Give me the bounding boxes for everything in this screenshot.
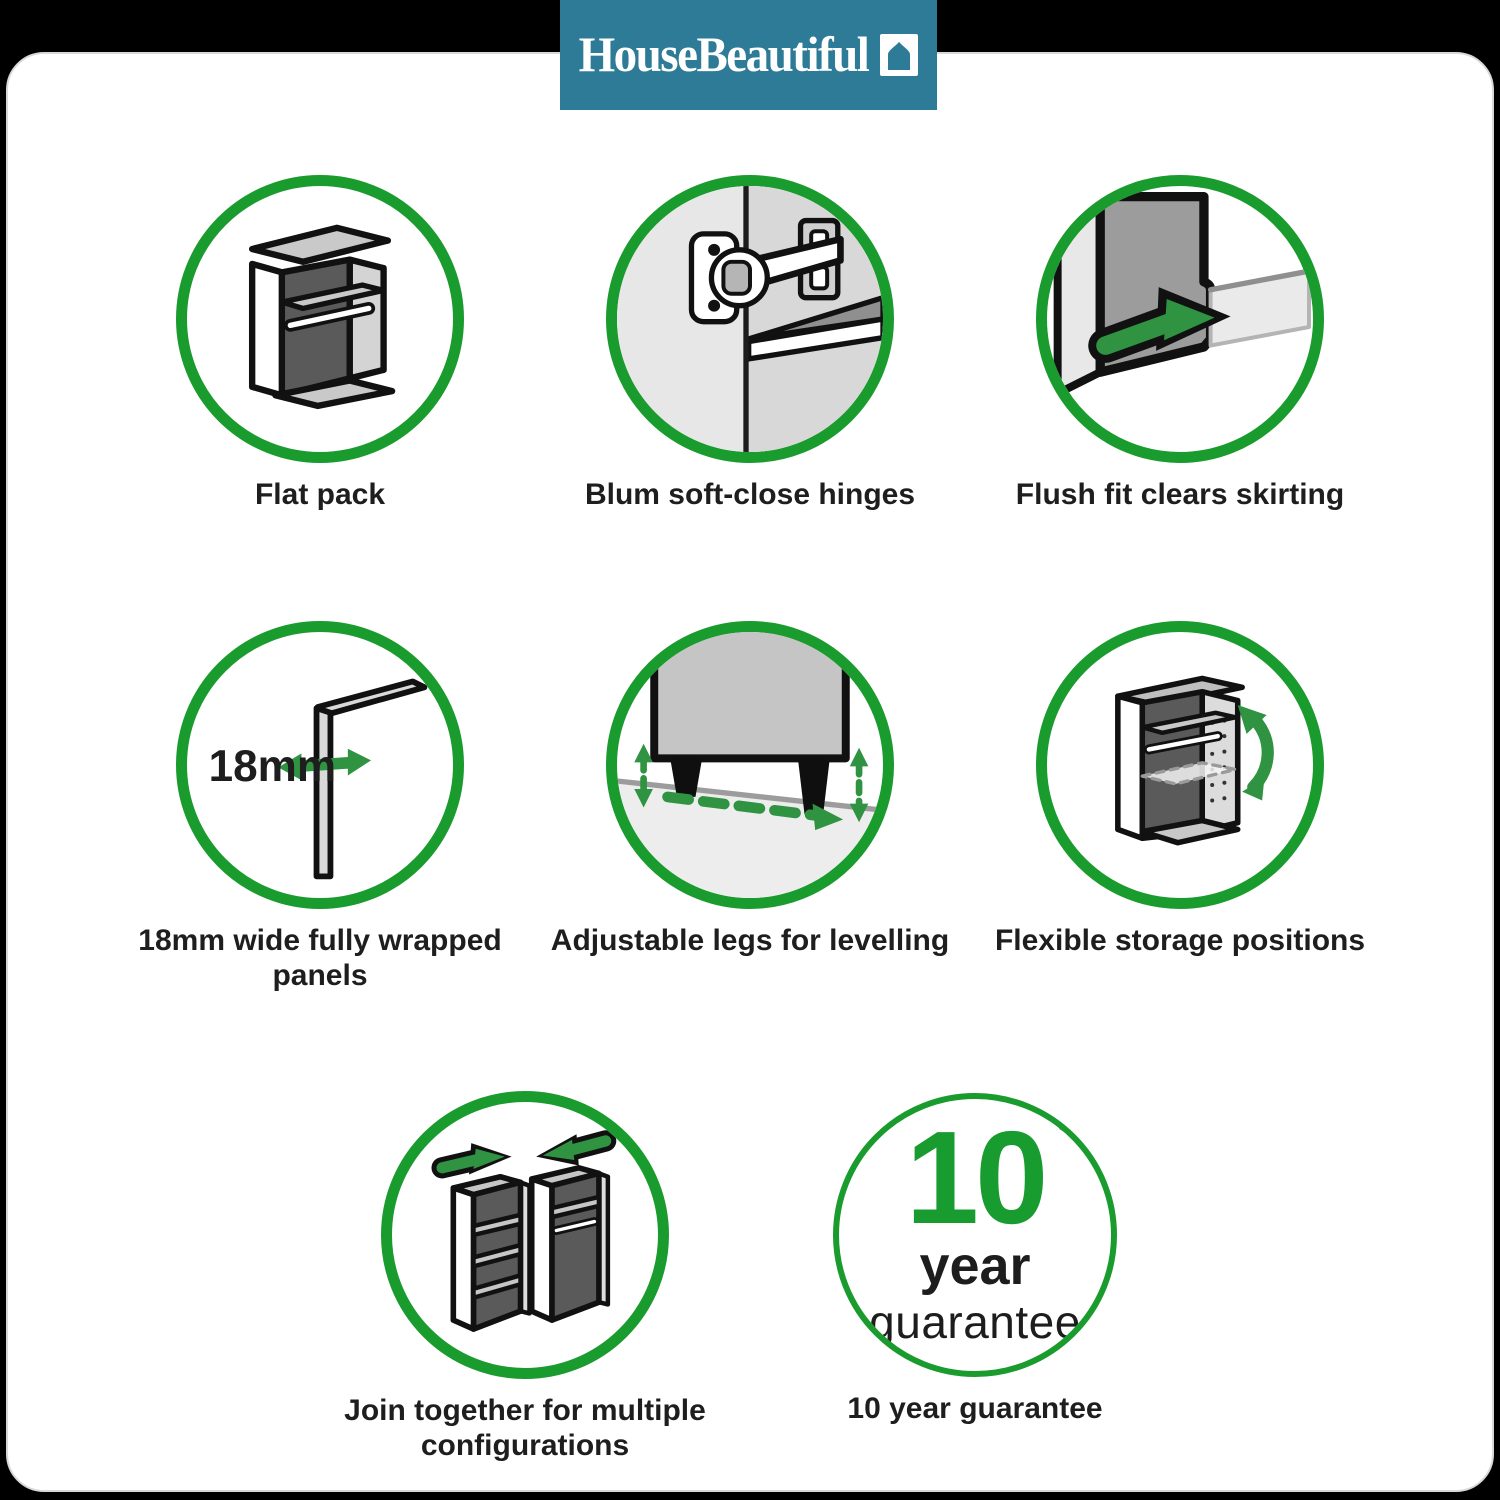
guarantee-year-text: year bbox=[919, 1236, 1031, 1297]
feature-label: Blum soft-close hinges bbox=[584, 478, 916, 511]
feature-label: 10 year guarantee bbox=[847, 1392, 1103, 1425]
guarantee-asterisk: * bbox=[1057, 1100, 1079, 1161]
brand-banner bbox=[560, 0, 937, 110]
join-units-icon bbox=[413, 1123, 637, 1347]
feature-guarantee bbox=[760, 1091, 1190, 1463]
feature-label: Adjustable legs for levelling bbox=[550, 924, 950, 957]
adjustable-legs-icon bbox=[617, 632, 883, 898]
flexible-storage-icon bbox=[1069, 654, 1291, 876]
feature-circle-panels bbox=[176, 621, 464, 909]
panel-thickness-text: 18mm bbox=[208, 742, 337, 792]
feature-circle-join bbox=[381, 1091, 669, 1379]
house-icon bbox=[880, 34, 918, 76]
guarantee-number bbox=[905, 1100, 1079, 1251]
feature-circle-hinges bbox=[606, 175, 894, 463]
flush-fit-skirting-icon bbox=[1047, 186, 1313, 452]
feature-storage bbox=[965, 621, 1395, 993]
feature-legs bbox=[535, 621, 965, 993]
guarantee-number-value: 10 bbox=[905, 1103, 1045, 1251]
guarantee-badge bbox=[833, 1093, 1117, 1377]
guarantee-badge-text bbox=[869, 1100, 1081, 1349]
feature-label: Flat pack bbox=[254, 478, 386, 511]
feature-circle-legs bbox=[606, 621, 894, 909]
feature-label: Join together for multiple configurations bbox=[344, 1394, 706, 1462]
feature-join bbox=[310, 1091, 740, 1463]
feature-circle-flush-fit bbox=[1036, 175, 1324, 463]
feature-flat-pack bbox=[105, 175, 535, 513]
feature-panels bbox=[105, 621, 535, 993]
feature-hinges bbox=[535, 175, 965, 513]
wardrobe-flatpack-icon bbox=[214, 213, 426, 425]
soft-close-hinge-icon bbox=[617, 186, 883, 452]
feature-label: Flush fit clears skirting bbox=[1015, 478, 1345, 511]
feature-label: Flexible storage positions bbox=[994, 924, 1366, 957]
feature-label: 18mm wide fully wrapped panels bbox=[138, 924, 502, 992]
feature-circle-flat-pack bbox=[176, 175, 464, 463]
feature-flush-fit bbox=[965, 175, 1395, 513]
brand-logo-text: HouseBeautiful bbox=[578, 27, 869, 83]
panel-edge-icon bbox=[204, 649, 436, 881]
guarantee-guarantee-text: guarantee bbox=[869, 1296, 1081, 1349]
feature-circle-storage bbox=[1036, 621, 1324, 909]
